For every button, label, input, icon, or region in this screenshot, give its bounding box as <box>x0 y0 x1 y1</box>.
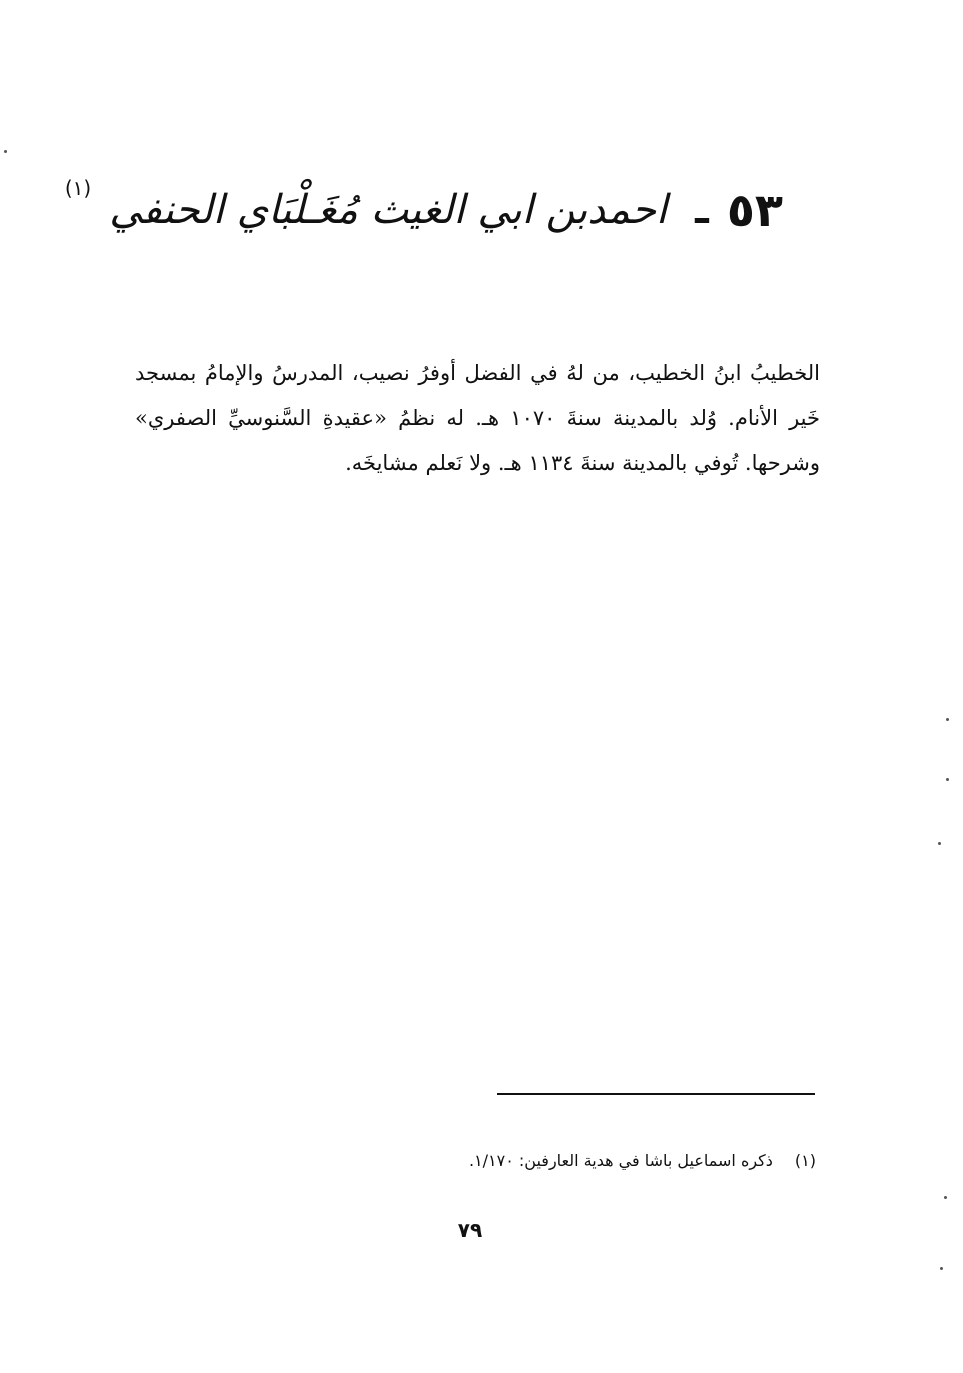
footnote-reference: (١) <box>64 176 92 200</box>
scan-speck <box>944 1196 947 1199</box>
entry-title: احمدبن ابي الغيث مُغَـلْبَاي الحنفي <box>109 187 668 233</box>
biography-paragraph: الخطيبُ ابنُ الخطيب، من لهُ في الفضل أوفرُ نصيب، المدرسُ والإمامُ بمسجد خَير الأنام. وُلد بالمدينة سنةَ ١٠٧٠ هـ. له نظمُ «عقيدةِ السَّنوسيِّ الصفري» وشرحها. تُوفي بالمدينة سنةَ ١١٣٤ هـ. ولا نَعلم مشايخَه. <box>135 361 820 475</box>
scan-speck <box>946 778 949 781</box>
scan-speck <box>940 1267 943 1270</box>
footnote-marker: (١) <box>794 1151 816 1170</box>
entry-heading <box>64 176 783 240</box>
footnote-text: ذكره اسماعيل باشا في هدية العارفين: ١/١٧٠. <box>468 1151 773 1170</box>
footnote-separator <box>497 1093 815 1095</box>
page-number: ٧٩ <box>457 1218 483 1242</box>
entry-number: ٥٣ <box>726 183 783 237</box>
scan-speck <box>4 150 7 153</box>
entry-dash: ـ <box>695 187 709 233</box>
footnote <box>469 1148 816 1174</box>
scan-speck <box>938 842 941 845</box>
scan-speck <box>946 718 949 721</box>
